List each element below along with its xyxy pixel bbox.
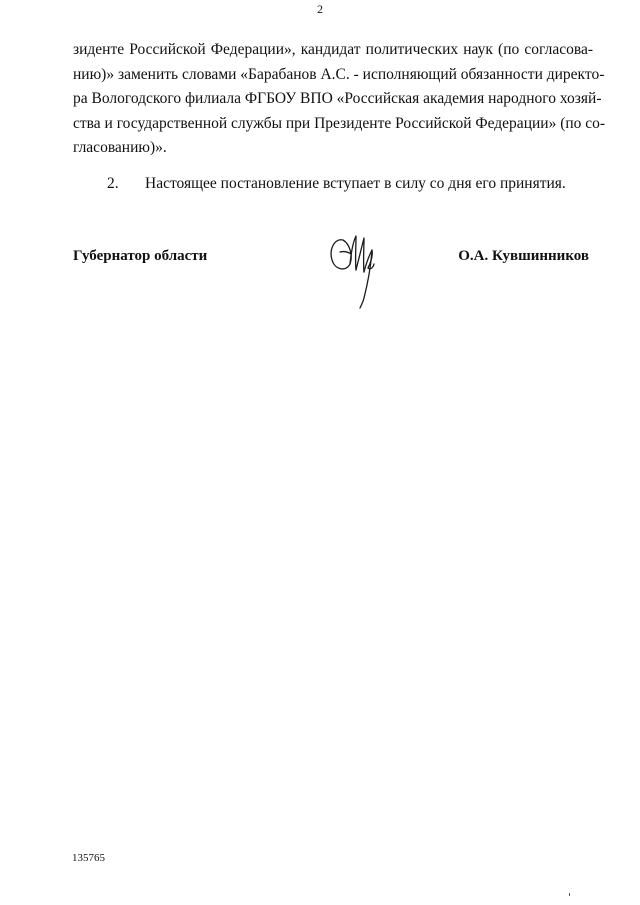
scan-mark bbox=[569, 893, 570, 896]
text-line: зиденте Российской Федерации», кандидат политических наук (по согласова- bbox=[73, 41, 593, 58]
text-line: гласованию)». bbox=[73, 139, 167, 156]
signer-name: О.А. Кувшинников bbox=[458, 248, 589, 264]
handwritten-signature bbox=[326, 226, 382, 312]
text-line: нию)» заменить словами «Барабанов А.С. - исполняющий обязанности директо- bbox=[73, 65, 605, 83]
paragraph-continuation bbox=[73, 38, 606, 161]
page-number: 2 bbox=[317, 2, 323, 16]
item-text: Настоящее постановление вступает в силу со дня его принятия. bbox=[145, 175, 566, 192]
document-code: 135765 bbox=[72, 852, 105, 864]
text-line: ства и государственной службы при Президенте Российской Федерации» (по со- bbox=[73, 114, 606, 132]
signer-title: Губернатор области bbox=[73, 248, 208, 264]
paragraph-item-2 bbox=[73, 172, 593, 197]
text-line: ра Вологодского филиала ФГБОУ ВПО «Российская академия народного хозяй- bbox=[73, 90, 602, 107]
item-number: 2. bbox=[107, 175, 119, 192]
